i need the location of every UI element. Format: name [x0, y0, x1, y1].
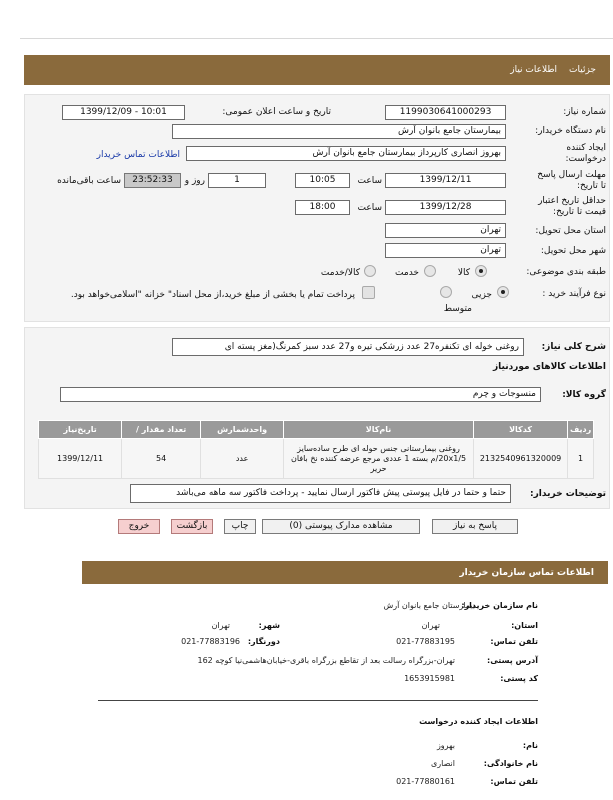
remaining-timer: 23:52:33 [124, 173, 181, 188]
buyer-contact-link[interactable]: اطلاعات تماس خریدار [96, 150, 180, 160]
validity-time-field: 18:00 [295, 200, 350, 215]
creator-phone: 021-77880161 [396, 777, 455, 786]
contact-divider [98, 700, 538, 701]
buyer-org-field: بیمارستان جامع بانوان آرش [172, 124, 506, 139]
contact-fax: 021-77883196 [181, 637, 240, 646]
deadline-time-label: ساعت [357, 176, 382, 186]
cell-date: 1399/12/11 [39, 439, 122, 479]
back-button[interactable]: بازگشت [171, 519, 213, 534]
city-label: شهر محل تحویل: [540, 246, 606, 256]
creator-family: انصاری [431, 759, 455, 768]
payment-note: پرداخت تمام یا بخشی از مبلغ خرید،از محل اسناد" خزانه "اسلامی‌خواهد بود. [70, 290, 355, 300]
summary-label: شرح کلی نیاز: [541, 342, 606, 352]
table-row [39, 439, 594, 479]
radio-service[interactable] [424, 265, 436, 277]
announce-label: تاریخ و ساعت اعلان عمومی: [222, 107, 331, 117]
col-qty: تعداد مقدار / [122, 421, 201, 439]
top-divider [20, 38, 613, 39]
goods-group-field: منسوجات و چرم [60, 387, 541, 402]
contact-phone-label: تلفن تماس: [490, 637, 538, 646]
contact-province-label: استان: [511, 621, 538, 630]
province-label: استان محل تحویل: [535, 226, 606, 236]
goods-group-label: گروه کالا: [562, 390, 606, 400]
validity-date-field: 1399/12/28 [385, 200, 506, 215]
tab-need-info[interactable]: اطلاعات نیاز [510, 65, 558, 75]
process-label: نوع فرآیند خرید : [542, 289, 606, 299]
province-field: تهران [385, 223, 506, 238]
cell-name: روغنی بیمارستانی جنس حوله ای طرح ساده‌سایز 20x1/5/م بسته 1 عددی مرجع عرضه کننده نخ بافان حریر [284, 439, 474, 479]
contact-city-label: شهر: [258, 621, 280, 630]
contact-org: بیمارستان جامع بانوان آرش [383, 601, 475, 610]
contact-org-label: نام سازمان خریدار: [461, 601, 538, 610]
cell-code: 2132540961320009 [473, 439, 567, 479]
contact-province: تهران [421, 621, 440, 630]
buyer-notes-label: توضیحات خریدار: [530, 489, 606, 499]
col-row: ردیف [568, 421, 594, 439]
cell-row: 1 [568, 439, 594, 479]
respond-button[interactable]: پاسخ به نیاز [432, 519, 518, 534]
deadline-date-field: 1399/12/11 [385, 173, 506, 188]
contact-postal-label: کد پستی: [500, 674, 538, 683]
city-field: تهران [385, 243, 506, 258]
need-number-field: 1199030641000293 [385, 105, 506, 120]
deadline-label: مهلت ارسال پاسخ تا تاریخ: [537, 170, 606, 191]
cat-service-label: خدمت [395, 268, 419, 278]
creator-name-label: نام: [522, 741, 538, 750]
treasury-checkbox[interactable] [362, 286, 375, 299]
col-date: تاریخ‌نیاز [39, 421, 122, 439]
deadline-time-field: 10:05 [295, 173, 350, 188]
goods-table [38, 420, 594, 479]
creator-family-label: نام خانوادگی: [483, 759, 538, 768]
contact-fax-label: دورنگار: [247, 637, 280, 646]
category-label: طبقه بندی موضوعی: [526, 267, 606, 277]
min-validity-label: حداقل تاریخ اعتبار قیمت تا تاریخ: [538, 196, 606, 217]
cat-goods-label: کالا [457, 268, 470, 278]
announce-field: 1399/12/09 - 10:01 [62, 105, 185, 120]
radio-goods[interactable] [475, 265, 487, 277]
contact-address-label: آدرس پستی: [487, 656, 538, 665]
goods-info-title: اطلاعات کالاهای موردنیاز [492, 362, 606, 372]
col-name: نام‌کالا [284, 421, 474, 439]
requester-field: بهروز انصاری کارپرداز بیمارستان جامع بانوان آرش [186, 146, 506, 161]
contact-address: تهران-بزرگراه رسالت بعد از تقاطع بزرگراه باقری-خیابان‌هاشمی‌نیا کوچه 162 [197, 656, 455, 665]
contact-phone: 021-77883195 [396, 637, 455, 646]
radio-goods-service[interactable] [364, 265, 376, 277]
creator-name: بهروز [436, 741, 455, 750]
contact-postal: 1653915981 [404, 674, 455, 683]
contact-title: اطلاعات تماس سازمان خریدار [459, 567, 594, 578]
contact-title-bar [82, 561, 608, 584]
cell-qty: 54 [122, 439, 201, 479]
requester-label: ایجاد کننده درخواست: [565, 143, 606, 164]
contact-city: تهران [211, 621, 230, 630]
creator-phone-label: تلفن تماس: [490, 777, 538, 786]
days-label: روز و [184, 176, 205, 186]
attachments-button[interactable]: مشاهده مدارک پیوستی (0) [262, 519, 420, 534]
header-bar [24, 55, 610, 85]
buyer-org-label: نام دستگاه خریدار: [535, 126, 606, 136]
proc-small-label: جزیی [471, 290, 492, 300]
col-unit: واحدشمارش [201, 421, 284, 439]
print-button[interactable]: چاپ [224, 519, 256, 534]
exit-button[interactable]: خروج [118, 519, 160, 534]
need-number-label: شماره نیاز: [563, 107, 606, 117]
creator-title: اطلاعات ایجاد کننده درخواست [419, 717, 538, 726]
proc-medium-label: متوسط [443, 304, 472, 314]
validity-time-label: ساعت [357, 203, 382, 213]
days-field: 1 [208, 173, 266, 188]
summary-field: روغنی خوله ای تکنفره27 عدد زرشکی تیره و27 عدد سبز کمرنگ(مغز پسته ای [172, 338, 524, 356]
col-code: کدکالا [473, 421, 567, 439]
radio-proc-medium[interactable] [440, 286, 452, 298]
tab-details[interactable]: جزئیات [569, 65, 596, 75]
radio-proc-small[interactable] [497, 286, 509, 298]
cat-goods-service-label: کالا/خدمت [320, 268, 360, 278]
buyer-notes-field: حتما و حتما در فایل پیوستی پیش فاکتور ارسال نمایید - پرداخت فاکتور سه ماهه می‌باشد [130, 484, 511, 503]
remaining-label: ساعت باقی‌مانده [57, 176, 121, 186]
cell-unit: عدد [201, 439, 284, 479]
